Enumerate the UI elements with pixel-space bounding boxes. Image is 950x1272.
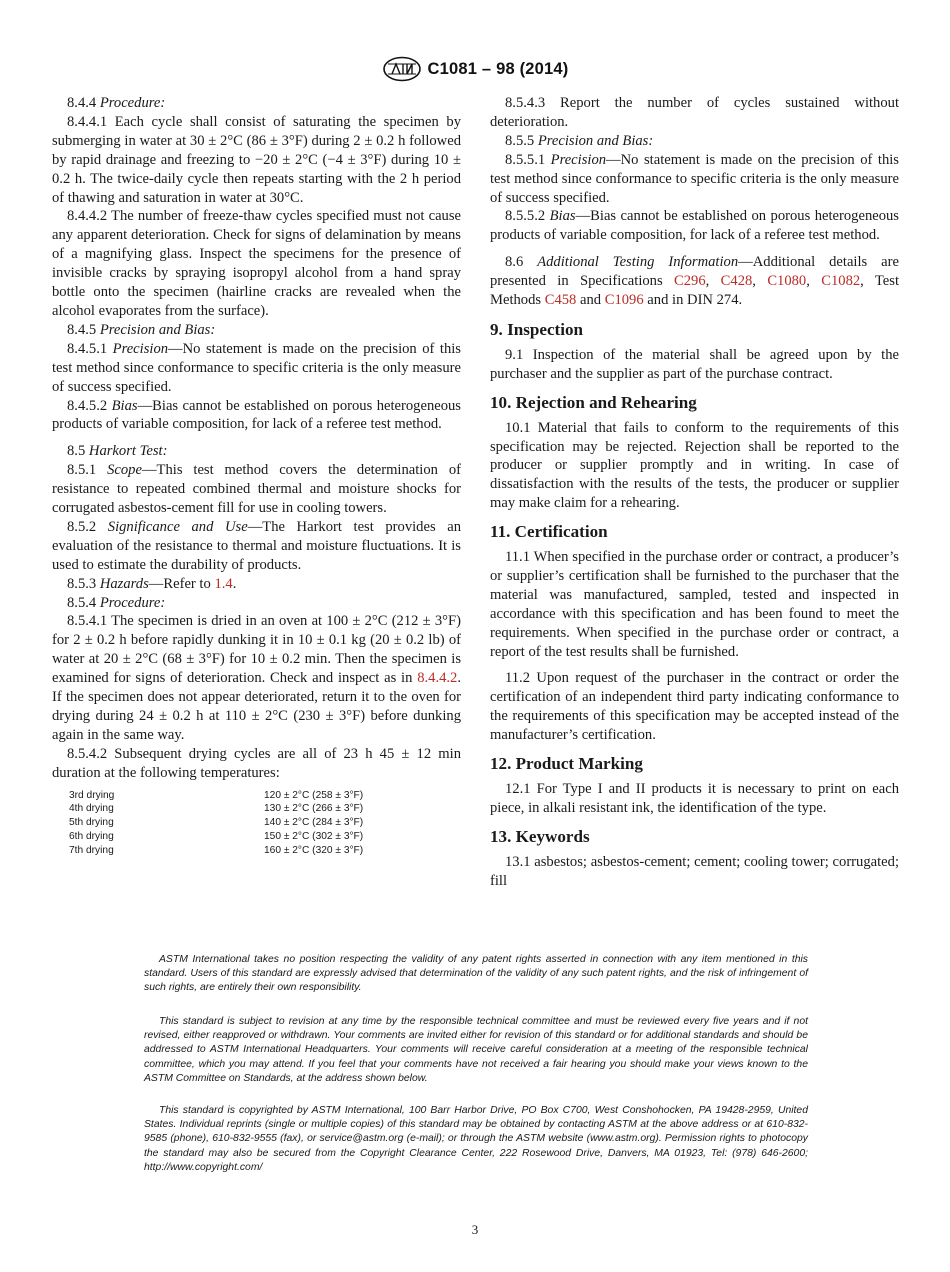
section-11-2: 11.2 Upon request of the purchaser in the contract or order the certification of an independent third party indicating conformance to the requirements of this specification may be accepted instead of the manufacturer’s certification. [490, 670, 899, 744]
section-8-5-1: 8.5.1 Scope—This test method covers the determination of resistance to repeated combined thermal and moisture shocks for corrugated asbestos-cement fill for use in cooling towers. [52, 462, 462, 517]
section-11-1: 11.1 When specified in the purchase order or contract, a producer’s or supplier’s certification shall be furnished to the purchaser that the material was manufactured, sampled, tested and inspected in accordance with this specification and has been found to meet the requirements. When specified in the purchase order or contract, a report of the test results shall be furnished. [490, 549, 899, 660]
ref-link-8-4-4-2[interactable]: 8.4.4.2 [417, 670, 458, 687]
standard-designation: C1081 – 98 (2014) [427, 59, 569, 78]
table-row: 6th drying 150 ± 2°C (302 ± 3°F) [69, 831, 364, 843]
section-8-5-5-1: 8.5.5.1 Precision—No statement is made on the precision of this test method since conformance to specific criteria is the only measure of success specified. [490, 151, 899, 206]
section-heading-inspection: 9. Inspection [490, 319, 583, 339]
ref-link-c458[interactable]: C458 [544, 292, 577, 309]
section-8-4-5-1: 8.4.5.1 Precision—No statement is made on the precision of this test method since conformance to specific criteria is the only measure of success specified. [52, 340, 461, 395]
section-8-4-4-2: 8.4.4.2 The number of freeze-thaw cycles specified must not cause any apparent deterioration. Check for signs of delamination by means of a magnifying glass. Inspect the specimens for the presence of invisible cracks by spraying isopropyl alcohol from a hand spray bottle onto the specimen (hairline cracks are revealed when the alcohol evaporates from the surface). [52, 208, 462, 319]
section-8-4-4: 8.4.4 Procedure: [67, 95, 166, 111]
section-heading-rejection: 10. Rejection and Rehearing [490, 392, 697, 412]
section-heading-keywords: 13. Keywords [490, 826, 590, 846]
ref-link-1-4[interactable]: 1.4 [214, 575, 233, 592]
copyright-notice: This standard is copyrighted by ASTM International, 100 Barr Harbor Drive, PO Box C700, West Conshohocken, PA 19428-2959, United States. Individual reprints (single or multiple copies) of this standard may be obtained by contacting ASTM at the above address or at 610-832-9585 (phone), 610-832-9555 (fax), or service@astm.org (e-mail); or through the ASTM website (www.astm.org). Permission rights to photocopy the standard may also be secured from the Copyright Clearance Center, 222 Rosewood Drive, Danvers, MA 01923, Tel: (978) 646-2600; http://www.copyright.com/ [144, 1105, 808, 1173]
section-8-6: 8.6 Additional Testing Information—Additional details are presented in Specifications C296, C428, C1080, C1082, Test Methods C458 and C1096 and in DIN 274. [490, 254, 900, 309]
section-8-5-5-2: 8.5.5.2 Bias—Bias cannot be established on porous heterogeneous products of variable composition, for lack of a referee test method. [490, 208, 899, 244]
section-10-1: 10.1 Material that fails to conform to the requirements of this specification may be rejected. Rejection shall be reported to the producer or supplier promptly and in writing. In case of dissatisfaction with the results of the tests, the producer or supplier may make claim for a rehearing. [490, 419, 899, 512]
page-number: 3 [471, 1222, 479, 1237]
right-column [490, 94, 899, 891]
section-8-5-4: 8.5.4 Procedure: [67, 594, 166, 611]
section-8-5: 8.5 Harkort Test: [67, 443, 168, 460]
astm-logo-icon [382, 56, 422, 82]
ref-link-c1080[interactable]: C1080 [767, 273, 807, 290]
table-row: 3rd drying 120 ± 2°C (258 ± 3°F) [69, 789, 364, 801]
ref-link-c296[interactable]: C296 [674, 273, 706, 290]
table-row: 4th drying 130 ± 2°C (266 ± 3°F) [69, 803, 364, 815]
section-heading-certification: 11. Certification [490, 522, 608, 542]
section-12-1: 12.1 For Type I and II products it is necessary to print on each piece, in alkali resistant ink, the identification of the type. [490, 781, 899, 816]
table-row: 5th drying 140 ± 2°C (284 ± 3°F) [69, 817, 364, 829]
section-8-5-4-1: 8.5.4.1 The specimen is dried in an oven at 100 ± 2°C (212 ± 3°F) for 2 ± 0.2 h before rapidly dunking it in 10 ± 0.1 kg (20 ± 0.2 lb) of water at 20 ± 2°C (68 ± 3°F) for 10 ± 0.2 min. Then the specimen is examined for signs of deterioration. Check and inspect as in 8.4.4.2. If the specimen does not appear deteriorated, return it to the oven for drying during 24 ± 0.2 h at 110 ± 2°C (230 ± 3°F) before dunking again in the same way. [52, 613, 461, 743]
patent-notice: ASTM International takes no position respecting the validity of any patent rights asserted in connection with any item mentioned in this standard. Users of this standard are expressly advised that determination of the validity of any such patent rights, and the risk of infringement of such rights, are entirely their own responsibility. [144, 954, 808, 994]
section-13-1: 13.1 asbestos; asbestos-cement; cement; cooling tower; corrugated; fill [490, 853, 899, 889]
ref-link-c1096[interactable]: C1096 [604, 292, 644, 309]
section-8-4-5-2: 8.4.5.2 Bias—Bias cannot be established on porous heterogeneous products of variable composition, for lack of a referee test method. [52, 397, 461, 433]
table-row: 7th drying 160 ± 2°C (320 ± 3°F) [69, 844, 364, 856]
section-8-5-4-2: 8.5.4.2 Subsequent drying cycles are all of 23 h 45 ± 12 min duration at the following temperatures: [52, 745, 461, 781]
section-heading-product-marking: 12. Product Marking [490, 754, 643, 774]
page-header [0, 56, 950, 87]
section-8-5-4-3: 8.5.4.3 Report the number of cycles sustained without deterioration. [490, 95, 899, 130]
section-8-5-5: 8.5.5 Precision and Bias: [505, 132, 654, 149]
section-8-5-3: 8.5.3 Hazards—Refer to 1.4. [67, 575, 237, 592]
drying-temperature-table [69, 789, 399, 858]
ref-link-c428[interactable]: C428 [720, 273, 753, 290]
left-column [52, 94, 461, 858]
revision-notice: This standard is subject to revision at any time by the responsible technical committee and must be reviewed every five years and if not revised, either reapproved or withdrawn. Your comments are invited either for revision of this standard or for additional standards and should be addressed to ASTM International Headquarters. Your comments will receive careful consideration at a meeting of the responsible technical committee, which you may attend. If you feel that your comments have not received a fair hearing you should make your views known to the ASTM Committee on Standards, at the address shown below. [144, 1016, 808, 1084]
section-9-1: 9.1 Inspection of the material shall be agreed upon by the purchaser and the supplier as part of the purchase contract. [490, 346, 899, 382]
section-8-5-2: 8.5.2 Significance and Use—The Harkort test provides an evaluation of the resistance to thermal and moisture fluctuations. It is used to estimate the durability of products. [52, 518, 461, 573]
section-8-4-5: 8.4.5 Precision and Bias: [67, 321, 216, 338]
section-8-4-4-1: 8.4.4.1 Each cycle shall consist of saturating the specimen by submerging in water at 30 ± 2°C (86 ± 3°F) during 2 ± 0.2 h followed by rapid drainage and freezing to −20 ± 2°C (−4 ± 3°F) during 10 ± 0.2 h. The twice-daily cycle then repeats starting with the 2 h period of thawing and saturation in water at 30°C. [52, 113, 461, 206]
ref-link-c1082[interactable]: C1082 [821, 273, 861, 290]
